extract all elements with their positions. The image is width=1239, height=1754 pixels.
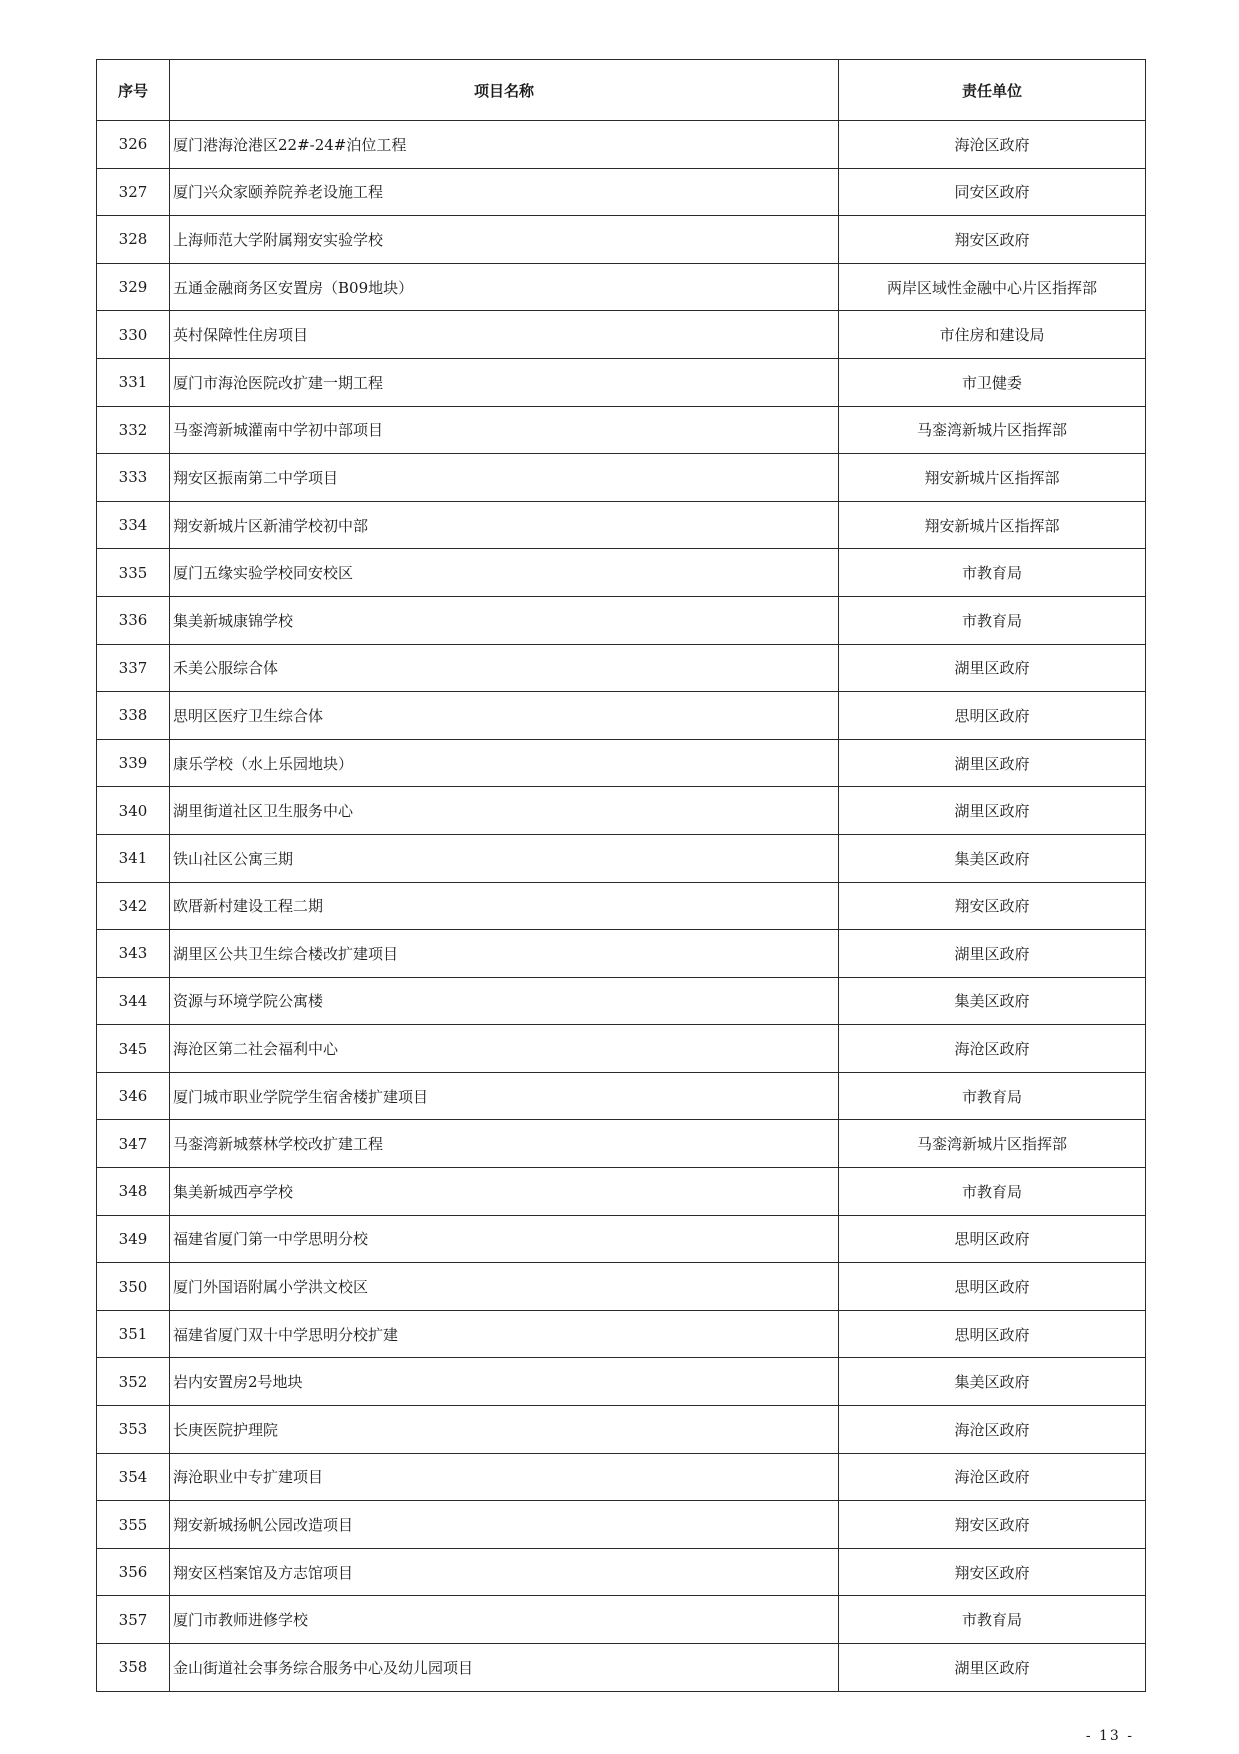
project-table <box>96 59 1146 1692</box>
row-index: 326 <box>97 121 170 169</box>
row-responsible-unit: 集美区政府 <box>839 1358 1146 1406</box>
row-project-name: 长庚医院护理院 <box>170 1406 839 1454</box>
row-responsible-unit: 湖里区政府 <box>839 787 1146 835</box>
row-responsible-unit: 翔安区政府 <box>839 1501 1146 1549</box>
row-project-name: 英村保障性住房项目 <box>170 311 839 359</box>
row-index: 344 <box>97 977 170 1025</box>
header-project-name: 项目名称 <box>170 60 839 121</box>
row-responsible-unit: 市卫健委 <box>839 358 1146 406</box>
table-row <box>97 1453 1146 1501</box>
row-index: 339 <box>97 739 170 787</box>
row-project-name: 厦门城市职业学院学生宿舍楼扩建项目 <box>170 1072 839 1120</box>
row-responsible-unit: 两岸区域性金融中心片区指挥部 <box>839 263 1146 311</box>
row-index: 357 <box>97 1596 170 1644</box>
table-row <box>97 121 1146 169</box>
row-index: 351 <box>97 1310 170 1358</box>
row-index: 350 <box>97 1263 170 1311</box>
table-row <box>97 1358 1146 1406</box>
table-row <box>97 501 1146 549</box>
row-responsible-unit: 海沧区政府 <box>839 121 1146 169</box>
row-project-name: 铁山社区公寓三期 <box>170 834 839 882</box>
table-header-row <box>97 60 1146 121</box>
row-responsible-unit: 海沧区政府 <box>839 1406 1146 1454</box>
row-project-name: 集美新城西亭学校 <box>170 1168 839 1216</box>
table-body <box>97 121 1146 1692</box>
row-responsible-unit: 思明区政府 <box>839 1215 1146 1263</box>
table-row <box>97 1596 1146 1644</box>
row-responsible-unit: 马銮湾新城片区指挥部 <box>839 406 1146 454</box>
row-project-name: 思明区医疗卫生综合体 <box>170 692 839 740</box>
row-responsible-unit: 海沧区政府 <box>839 1025 1146 1073</box>
row-project-name: 翔安新城片区新浦学校初中部 <box>170 501 839 549</box>
table-row <box>97 644 1146 692</box>
table-row <box>97 1215 1146 1263</box>
row-project-name: 厦门港海沧港区22#-24#泊位工程 <box>170 121 839 169</box>
row-project-name: 湖里街道社区卫生服务中心 <box>170 787 839 835</box>
table-row <box>97 977 1146 1025</box>
header-responsible-unit: 责任单位 <box>839 60 1146 121</box>
row-responsible-unit: 翔安区政府 <box>839 1548 1146 1596</box>
row-index: 346 <box>97 1072 170 1120</box>
table-row <box>97 596 1146 644</box>
row-project-name: 岩内安置房2号地块 <box>170 1358 839 1406</box>
row-project-name: 马銮湾新城蔡林学校改扩建工程 <box>170 1120 839 1168</box>
row-responsible-unit: 市住房和建设局 <box>839 311 1146 359</box>
row-project-name: 翔安区档案馆及方志馆项目 <box>170 1548 839 1596</box>
table-row <box>97 263 1146 311</box>
row-responsible-unit: 思明区政府 <box>839 1263 1146 1311</box>
row-project-name: 海沧区第二社会福利中心 <box>170 1025 839 1073</box>
row-index: 333 <box>97 454 170 502</box>
row-responsible-unit: 海沧区政府 <box>839 1453 1146 1501</box>
row-index: 355 <box>97 1501 170 1549</box>
row-project-name: 厦门五缘实验学校同安校区 <box>170 549 839 597</box>
table-row <box>97 549 1146 597</box>
table-row <box>97 1644 1146 1692</box>
row-index: 330 <box>97 311 170 359</box>
row-index: 347 <box>97 1120 170 1168</box>
row-project-name: 集美新城康锦学校 <box>170 596 839 644</box>
row-responsible-unit: 翔安区政府 <box>839 882 1146 930</box>
table-row <box>97 930 1146 978</box>
row-index: 328 <box>97 216 170 264</box>
row-index: 337 <box>97 644 170 692</box>
row-index: 335 <box>97 549 170 597</box>
table-row <box>97 216 1146 264</box>
row-project-name: 禾美公服综合体 <box>170 644 839 692</box>
table-row <box>97 1025 1146 1073</box>
row-index: 349 <box>97 1215 170 1263</box>
table-row <box>97 1263 1146 1311</box>
row-project-name: 厦门市教师进修学校 <box>170 1596 839 1644</box>
table-row <box>97 1168 1146 1216</box>
row-project-name: 厦门市海沧医院改扩建一期工程 <box>170 358 839 406</box>
row-responsible-unit: 翔安新城片区指挥部 <box>839 454 1146 502</box>
table-row <box>97 787 1146 835</box>
table-row <box>97 1548 1146 1596</box>
row-responsible-unit: 翔安区政府 <box>839 216 1146 264</box>
row-responsible-unit: 集美区政府 <box>839 834 1146 882</box>
row-index: 353 <box>97 1406 170 1454</box>
table-row <box>97 834 1146 882</box>
row-project-name: 厦门外国语附属小学洪文校区 <box>170 1263 839 1311</box>
row-responsible-unit: 思明区政府 <box>839 1310 1146 1358</box>
row-responsible-unit: 市教育局 <box>839 1072 1146 1120</box>
row-project-name: 湖里区公共卫生综合楼改扩建项目 <box>170 930 839 978</box>
table-row <box>97 1120 1146 1168</box>
row-index: 334 <box>97 501 170 549</box>
row-project-name: 康乐学校（水上乐园地块） <box>170 739 839 787</box>
row-index: 340 <box>97 787 170 835</box>
row-index: 332 <box>97 406 170 454</box>
row-index: 358 <box>97 1644 170 1692</box>
row-project-name: 海沧职业中专扩建项目 <box>170 1453 839 1501</box>
header-index: 序号 <box>97 60 170 121</box>
row-project-name: 金山街道社会事务综合服务中心及幼儿园项目 <box>170 1644 839 1692</box>
row-project-name: 资源与环境学院公寓楼 <box>170 977 839 1025</box>
row-index: 336 <box>97 596 170 644</box>
row-responsible-unit: 同安区政府 <box>839 168 1146 216</box>
row-project-name: 翔安区振南第二中学项目 <box>170 454 839 502</box>
table-row <box>97 1310 1146 1358</box>
table-row <box>97 358 1146 406</box>
row-index: 345 <box>97 1025 170 1073</box>
row-index: 342 <box>97 882 170 930</box>
row-project-name: 欧厝新村建设工程二期 <box>170 882 839 930</box>
table-row <box>97 168 1146 216</box>
page-number: - 13 - <box>1085 1728 1134 1744</box>
row-responsible-unit: 思明区政府 <box>839 692 1146 740</box>
row-project-name: 福建省厦门双十中学思明分校扩建 <box>170 1310 839 1358</box>
table-row <box>97 1072 1146 1120</box>
row-responsible-unit: 市教育局 <box>839 1596 1146 1644</box>
row-responsible-unit: 市教育局 <box>839 1168 1146 1216</box>
table-row <box>97 692 1146 740</box>
row-responsible-unit: 湖里区政府 <box>839 739 1146 787</box>
table-row <box>97 882 1146 930</box>
row-index: 356 <box>97 1548 170 1596</box>
table-row <box>97 1406 1146 1454</box>
row-responsible-unit: 集美区政府 <box>839 977 1146 1025</box>
row-project-name: 翔安新城扬帆公园改造项目 <box>170 1501 839 1549</box>
row-project-name: 马銮湾新城灌南中学初中部项目 <box>170 406 839 454</box>
row-responsible-unit: 翔安新城片区指挥部 <box>839 501 1146 549</box>
table-row <box>97 454 1146 502</box>
row-responsible-unit: 湖里区政府 <box>839 1644 1146 1692</box>
row-responsible-unit: 马銮湾新城片区指挥部 <box>839 1120 1146 1168</box>
table-row <box>97 1501 1146 1549</box>
table-row <box>97 311 1146 359</box>
row-index: 338 <box>97 692 170 740</box>
table-row <box>97 739 1146 787</box>
row-index: 327 <box>97 168 170 216</box>
row-index: 343 <box>97 930 170 978</box>
row-project-name: 五通金融商务区安置房（B09地块） <box>170 263 839 311</box>
table-row <box>97 406 1146 454</box>
row-responsible-unit: 市教育局 <box>839 596 1146 644</box>
row-index: 331 <box>97 358 170 406</box>
row-project-name: 厦门兴众家颐养院养老设施工程 <box>170 168 839 216</box>
row-index: 354 <box>97 1453 170 1501</box>
row-index: 329 <box>97 263 170 311</box>
row-index: 348 <box>97 1168 170 1216</box>
row-index: 341 <box>97 834 170 882</box>
row-responsible-unit: 市教育局 <box>839 549 1146 597</box>
row-project-name: 福建省厦门第一中学思明分校 <box>170 1215 839 1263</box>
row-responsible-unit: 湖里区政府 <box>839 644 1146 692</box>
row-index: 352 <box>97 1358 170 1406</box>
row-responsible-unit: 湖里区政府 <box>839 930 1146 978</box>
row-project-name: 上海师范大学附属翔安实验学校 <box>170 216 839 264</box>
